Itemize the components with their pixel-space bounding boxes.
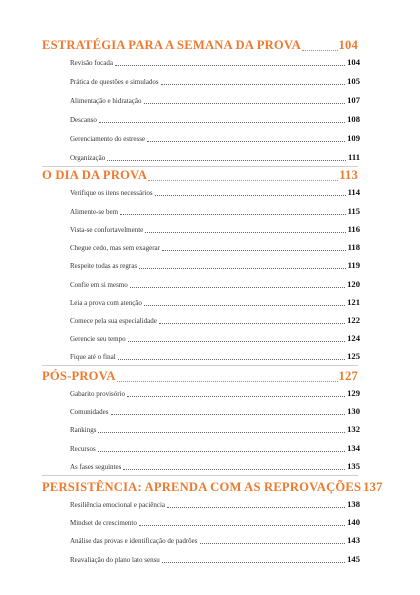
toc-entry[interactable] bbox=[70, 499, 360, 511]
entry-title: Chegue cedo, mas sem exagerar bbox=[70, 244, 160, 252]
dot-leader bbox=[139, 525, 345, 526]
dot-leader bbox=[99, 122, 345, 123]
dot-leader bbox=[155, 195, 346, 196]
dot-leader bbox=[167, 507, 345, 508]
dot-leader bbox=[111, 414, 346, 415]
section-heading[interactable] bbox=[42, 168, 358, 184]
toc-entry[interactable] bbox=[70, 535, 360, 547]
section-page-number: 113 bbox=[339, 168, 358, 182]
entry-title: As fases seguintes bbox=[70, 463, 122, 471]
entry-title: Fique até o final bbox=[70, 353, 116, 361]
entry-title: Verifique os itens necessários bbox=[70, 189, 153, 197]
toc-entry[interactable] bbox=[70, 133, 360, 145]
dot-leader bbox=[159, 323, 345, 324]
section-title: PÓS-PROVA bbox=[42, 369, 116, 383]
dot-leader bbox=[117, 381, 338, 382]
entry-page-number: 108 bbox=[347, 114, 360, 124]
entry-title: Prática de questões e simulados bbox=[70, 78, 159, 86]
dot-leader bbox=[123, 469, 345, 470]
entry-page-number: 115 bbox=[347, 206, 360, 216]
section-title: ESTRATÉGIA PARA A SEMANA DA PROVA bbox=[42, 38, 301, 52]
dot-leader bbox=[144, 305, 345, 306]
toc-entry[interactable] bbox=[70, 554, 360, 566]
entry-page-number: 130 bbox=[347, 406, 360, 416]
entry-page-number: 119 bbox=[347, 260, 360, 270]
entry-title: Confie em si mesmo bbox=[70, 281, 128, 289]
toc-entry[interactable] bbox=[70, 461, 360, 473]
entry-title: Alimentação e hidratação bbox=[70, 97, 142, 105]
entry-page-number: 132 bbox=[347, 424, 360, 434]
toc-entry[interactable] bbox=[70, 279, 360, 291]
toc-entry[interactable] bbox=[70, 187, 360, 199]
dot-leader bbox=[200, 543, 346, 544]
entry-page-number: 143 bbox=[347, 535, 360, 545]
toc-entry[interactable] bbox=[70, 517, 360, 529]
entry-title: Revisão focada bbox=[70, 59, 113, 67]
entry-page-number: 111 bbox=[348, 152, 360, 162]
toc-entry[interactable] bbox=[70, 95, 360, 107]
dot-leader bbox=[162, 250, 346, 251]
entry-title: Análise das provas e identificação de padrões bbox=[70, 537, 198, 545]
toc-entry[interactable] bbox=[70, 152, 360, 164]
entry-title: Vista-se confortavelmente bbox=[70, 226, 144, 234]
dot-leader bbox=[115, 65, 345, 66]
entry-title: Comece pela sua especialidade bbox=[70, 317, 157, 325]
section-title: O DIA DA PROVA bbox=[42, 168, 148, 182]
entry-page-number: 120 bbox=[347, 279, 360, 289]
section-heading[interactable] bbox=[42, 38, 358, 54]
dot-leader bbox=[161, 84, 345, 85]
dot-leader bbox=[127, 396, 345, 397]
dot-leader bbox=[145, 232, 345, 233]
entry-title: Gerencie seu tempo bbox=[70, 335, 126, 343]
entry-page-number: 104 bbox=[347, 57, 360, 67]
entry-title: Gerenciamento do estresse bbox=[70, 135, 146, 143]
entry-page-number: 140 bbox=[347, 517, 360, 527]
entry-title: Respeite todas as regras bbox=[70, 262, 138, 270]
dot-leader bbox=[98, 432, 345, 433]
dot-leader bbox=[144, 103, 346, 104]
toc-entry[interactable] bbox=[70, 424, 360, 436]
toc-entry[interactable] bbox=[70, 351, 360, 363]
entry-page-number: 124 bbox=[347, 333, 360, 343]
section-title: PERSISTÊNCIA: APRENDA COM AS REPROVAÇÕES bbox=[42, 480, 362, 494]
entry-page-number: 145 bbox=[347, 554, 360, 564]
entry-title: Resiliência emocional e paciência bbox=[70, 501, 166, 509]
dot-leader bbox=[128, 341, 346, 342]
dot-leader bbox=[139, 268, 346, 269]
section-heading[interactable] bbox=[42, 480, 383, 496]
dot-leader bbox=[118, 359, 345, 360]
dot-leader bbox=[120, 214, 346, 215]
entry-page-number: 135 bbox=[347, 461, 360, 471]
entry-page-number: 122 bbox=[347, 315, 360, 325]
toc-entry[interactable] bbox=[70, 260, 360, 272]
toc-entry[interactable] bbox=[70, 224, 360, 236]
section-page-number: 137 bbox=[363, 480, 383, 494]
section-divider bbox=[42, 365, 358, 366]
entry-title: Comunidades bbox=[70, 408, 109, 416]
entry-title: Organização bbox=[70, 154, 106, 162]
toc-entry[interactable] bbox=[70, 297, 360, 309]
entry-title: Gabarito provisório bbox=[70, 390, 126, 398]
entry-title: Rankings bbox=[70, 426, 97, 434]
entry-title: Reavaliação do plano lato sensu bbox=[70, 556, 160, 564]
entry-page-number: 109 bbox=[347, 133, 360, 143]
dot-leader bbox=[98, 451, 345, 452]
entry-page-number: 138 bbox=[347, 499, 360, 509]
entry-title: Alimente-se bem bbox=[70, 208, 119, 216]
section-page-number: 127 bbox=[338, 369, 358, 383]
dot-leader bbox=[162, 562, 345, 563]
section-heading[interactable] bbox=[42, 369, 358, 385]
dot-leader bbox=[148, 180, 338, 181]
toc-entry[interactable] bbox=[70, 76, 360, 88]
entry-page-number: 125 bbox=[347, 351, 360, 361]
dot-leader bbox=[130, 287, 345, 288]
entry-page-number: 116 bbox=[347, 224, 360, 234]
toc-entry[interactable] bbox=[70, 57, 360, 69]
entry-page-number: 114 bbox=[347, 187, 360, 197]
dot-leader bbox=[107, 160, 346, 161]
entry-page-number: 129 bbox=[347, 388, 360, 398]
entry-title: Mindset de crescimento bbox=[70, 519, 137, 527]
toc-entry[interactable] bbox=[70, 406, 360, 418]
entry-page-number: 134 bbox=[347, 443, 360, 453]
entry-page-number: 107 bbox=[347, 95, 360, 105]
section-page-number: 104 bbox=[338, 38, 358, 52]
entry-title: Descanso bbox=[70, 116, 97, 124]
toc-entry[interactable] bbox=[70, 206, 360, 218]
entry-page-number: 121 bbox=[347, 297, 360, 307]
toc-entry[interactable] bbox=[70, 388, 360, 400]
entry-title: Recursos bbox=[70, 445, 96, 453]
toc-entry[interactable] bbox=[70, 315, 360, 327]
toc-entry[interactable] bbox=[70, 443, 360, 455]
toc-entry[interactable] bbox=[70, 333, 360, 345]
dot-leader bbox=[147, 141, 345, 142]
entry-page-number: 118 bbox=[347, 242, 360, 252]
section-divider bbox=[42, 475, 358, 476]
dot-leader bbox=[302, 50, 338, 51]
toc-entry[interactable] bbox=[70, 114, 360, 126]
toc-entry[interactable] bbox=[70, 242, 360, 254]
entry-title: Leia a prova com atenção bbox=[70, 299, 142, 307]
entry-page-number: 105 bbox=[347, 76, 360, 86]
section-divider bbox=[42, 166, 358, 167]
